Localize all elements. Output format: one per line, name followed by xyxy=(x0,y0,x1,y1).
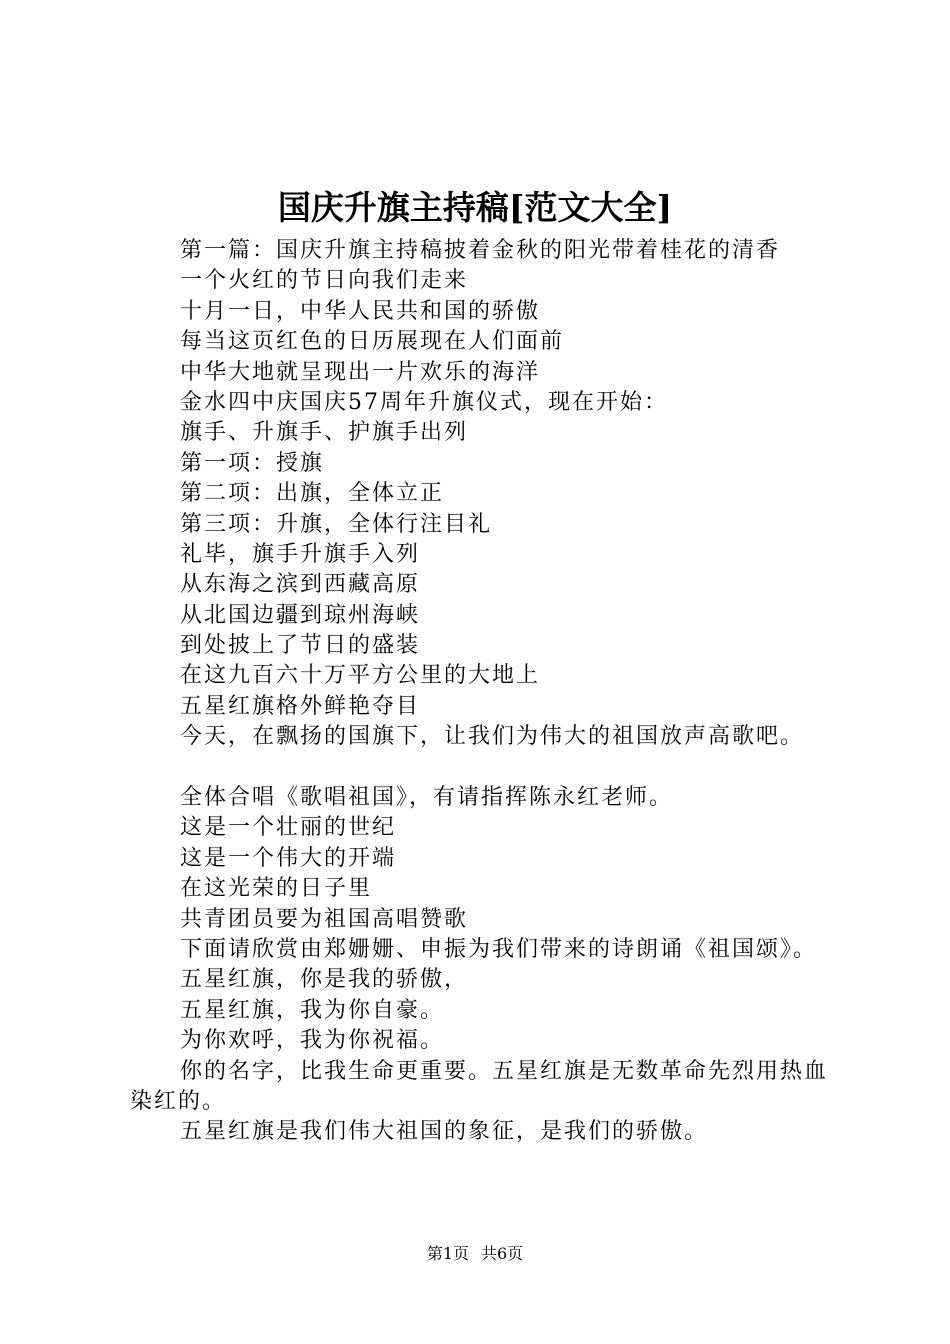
text-line: 共青团员要为祖国高唱赞歌 xyxy=(180,906,469,932)
text-line: 第一项：授旗 xyxy=(180,450,325,476)
text-line: 金水四中庆国庆57周年升旗仪式，现在开始： xyxy=(180,389,668,415)
text-line: 中华大地就呈现出一片欢乐的海洋 xyxy=(180,359,541,385)
paragraph-flag-name: 你的名字，比我生命更重要。五星红旗是无数革命先烈用热血染红的。 xyxy=(130,1058,829,1114)
text-line: 这是一个壮丽的世纪 xyxy=(180,815,397,841)
paragraph-recital: 下面请欣赏由郑姗姗、申振为我们带来的诗朗诵《祖国颂》。 xyxy=(180,936,818,962)
text-line: 一个火红的节日向我们走来 xyxy=(180,268,469,294)
page-number: 第1页 xyxy=(426,1244,469,1263)
text-line: 从北国边疆到琼州海峡 xyxy=(180,602,421,628)
text-line: 第二项：出旗，全体立正 xyxy=(180,481,445,507)
text-line: 礼毕，旗手升旗手入列 xyxy=(180,541,421,567)
text-line: 旗手、升旗手、护旗手出列 xyxy=(180,420,469,446)
text-line: 十月一日，中华人民共和国的骄傲 xyxy=(180,298,541,324)
text-line: 在这光荣的日子里 xyxy=(180,876,373,902)
text-line: 全体合唱《歌唱祖国》，有请指挥陈永红老师。 xyxy=(180,785,674,811)
page-total: 共6页 xyxy=(481,1244,524,1263)
text-line: 在这九百六十万平方公里的大地上 xyxy=(180,663,541,689)
page-footer xyxy=(0,1242,950,1266)
text-line: 这是一个伟大的开端 xyxy=(180,845,397,871)
text-line: 五星红旗格外鲜艳夺目 xyxy=(180,693,421,719)
document-title: 国庆升旗主持稿[范文大全] xyxy=(277,188,673,227)
text-line: 今天，在飘扬的国旗下，让我们为伟大的祖国放声高歌吧。 xyxy=(180,724,805,750)
text-line: 到处披上了节日的盛装 xyxy=(180,633,421,659)
text-line: 第一篇：国庆升旗主持稿披着金秋的阳光带着桂花的清香 xyxy=(180,238,781,263)
text-line: 每当这页红色的日历展现在人们面前 xyxy=(180,329,565,355)
text-line: 第三项：升旗，全体行注目礼 xyxy=(180,511,493,537)
blank-line xyxy=(130,753,840,783)
text-line: 五星红旗，我为你自豪。 xyxy=(180,997,445,1023)
text-line: 五星红旗是我们伟大祖国的象征，是我们的骄傲。 xyxy=(180,1119,709,1145)
text-line: 从东海之滨到西藏高原 xyxy=(180,572,421,598)
text-line: 五星红旗，你是我的骄傲， xyxy=(180,967,469,993)
document-body xyxy=(130,236,840,1148)
text-line: 为你欢呼，我为你祝福。 xyxy=(180,1028,445,1054)
